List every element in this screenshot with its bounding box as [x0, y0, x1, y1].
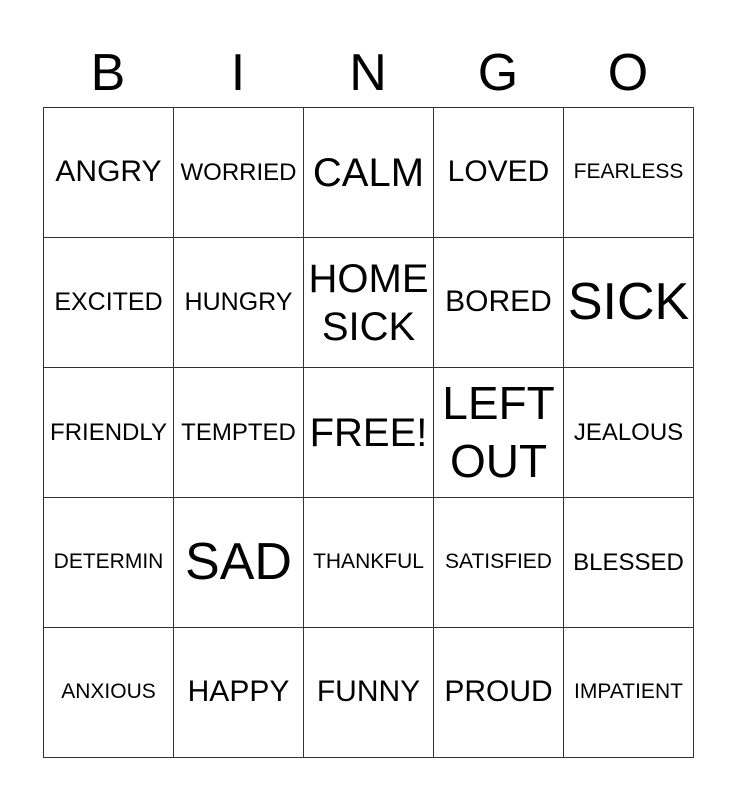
bingo-cell-r3-c5[interactable]: JEALOUS [564, 368, 694, 498]
bingo-cell-r1-c5[interactable]: FEARLESS [564, 108, 694, 238]
header-letter-o: O [607, 44, 649, 102]
bingo-cell-r5-c1[interactable]: ANXIOUS [44, 628, 174, 758]
header-letter-i: I [230, 44, 246, 102]
bingo-header [43, 40, 693, 106]
bingo-cell-r4-c3[interactable]: THANKFUL [304, 498, 434, 628]
bingo-cell-r5-c2[interactable]: HAPPY [174, 628, 304, 758]
bingo-cell-r4-c2[interactable]: SAD [174, 498, 304, 628]
bingo-cell-r5-c3[interactable]: FUNNY [304, 628, 434, 758]
bingo-cell-r3-c4[interactable]: LEFT OUT [434, 368, 564, 498]
bingo-cell-r1-c1[interactable]: ANGRY [44, 108, 174, 238]
header-letter-b: B [90, 44, 126, 102]
bingo-cell-r2-c3[interactable]: HOME SICK [304, 238, 434, 368]
bingo-cell-r2-c2[interactable]: HUNGRY [174, 238, 304, 368]
header-letter-g: G [477, 44, 519, 102]
bingo-board [43, 107, 694, 758]
bingo-cell-r2-c5[interactable]: SICK [564, 238, 694, 368]
bingo-cell-r2-c1[interactable]: EXCITED [44, 238, 174, 368]
bingo-cell-r4-c1[interactable]: DETERMIN [44, 498, 174, 628]
bingo-cell-r1-c4[interactable]: LOVED [434, 108, 564, 238]
bingo-cell-r5-c5[interactable]: IMPATIENT [564, 628, 694, 758]
bingo-cell-r1-c2[interactable]: WORRIED [174, 108, 304, 238]
header-letter-n: N [349, 44, 387, 102]
bingo-cell-r3-c1[interactable]: FRIENDLY [44, 368, 174, 498]
bingo-cell-r4-c4[interactable]: SATISFIED [434, 498, 564, 628]
bingo-cell-r4-c5[interactable]: BLESSED [564, 498, 694, 628]
bingo-cell-r3-c2[interactable]: TEMPTED [174, 368, 304, 498]
bingo-cell-r2-c4[interactable]: BORED [434, 238, 564, 368]
bingo-cell-r1-c3[interactable]: CALM [304, 108, 434, 238]
free-space-cell[interactable]: FREE! [304, 368, 434, 498]
bingo-cell-r5-c4[interactable]: PROUD [434, 628, 564, 758]
